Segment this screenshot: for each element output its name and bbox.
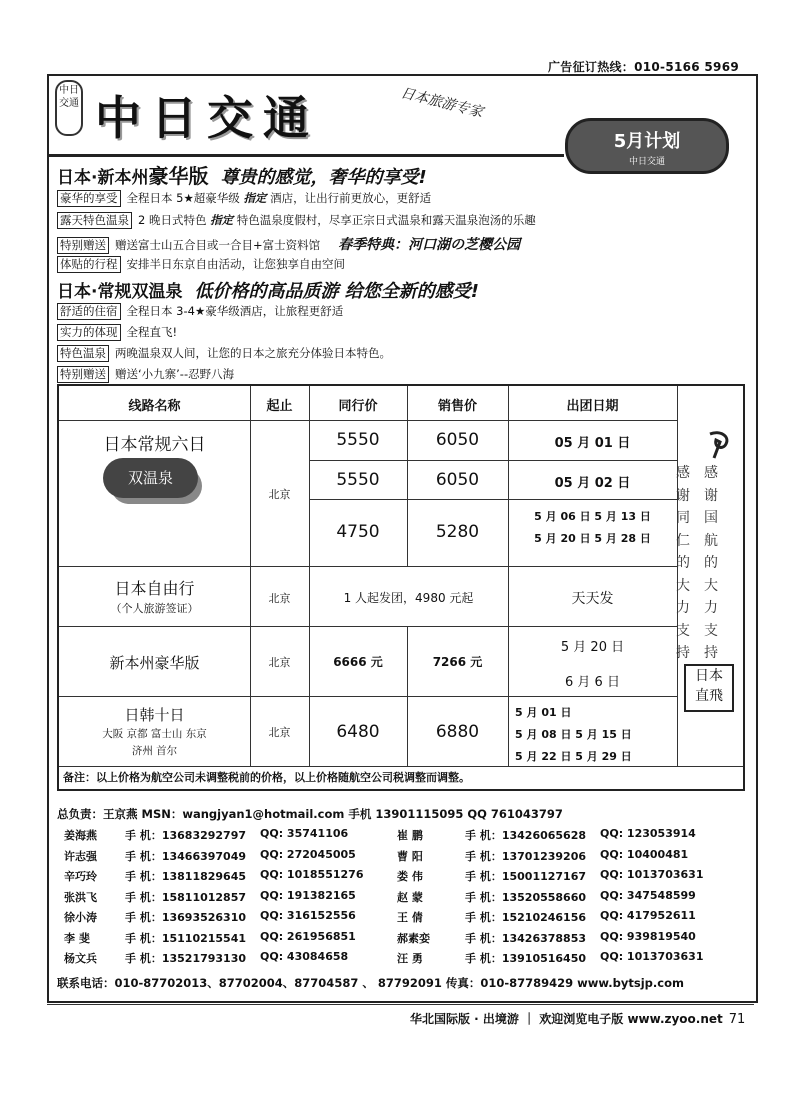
- contact-qq: QQ: 272045005: [260, 847, 356, 861]
- contact-qq: QQ: 35741106: [260, 827, 349, 840]
- section2-row: [57, 303, 343, 320]
- contact-phone: 手 机：15001127167: [465, 870, 587, 883]
- thanks-air-china: 感谢国航的大力支持: [704, 465, 718, 661]
- section1-title-big: 豪华版: [148, 164, 209, 188]
- contact-qq: QQ: 1018551276: [260, 868, 364, 881]
- brand-slogan: 日本旅游专家: [399, 85, 485, 121]
- departure-date: 5 月 06 日 5 月 13 日: [534, 510, 651, 523]
- departure-date: 6 月 6 日: [565, 675, 620, 690]
- section2-row: [57, 324, 177, 341]
- route-cities: 大阪 京都 富士山 东京: [102, 728, 207, 740]
- feature-text: 两晚温泉双人间，让您的日本之旅充分体验日本特色。: [115, 346, 391, 360]
- contact-phone: 手 机：13520558660: [465, 890, 587, 904]
- feature-text: 赠送富士山五合目或一合目+富士资料馆: [115, 238, 321, 252]
- contact-phone: 手 机：13693526310: [125, 911, 247, 924]
- feature-tag: 体贴的行程: [57, 256, 121, 273]
- contact-name: 辛巧玲: [64, 870, 97, 883]
- price-note-footer: 备注：以上价格为航空公司未调整税前的价格，以上价格随航空公司税调整而调整。: [63, 771, 470, 784]
- contact-phone: 手 机：15811012857: [125, 890, 247, 904]
- section1-title: [57, 160, 427, 189]
- departure-date: 05 月 01 日: [554, 436, 631, 451]
- contact-phone: 手 机：13811829645: [125, 870, 247, 883]
- contact-name: 王 倩: [397, 911, 423, 924]
- departure-date: 5 月 01 日: [515, 706, 572, 719]
- route-sub: （个人旅游签证）: [110, 602, 199, 615]
- route-name: 新本州豪华版: [109, 654, 200, 672]
- contact-name: 杨文兵: [64, 952, 97, 965]
- contact-qq: QQ: 417952611: [600, 909, 696, 922]
- route-city: 北京: [268, 488, 291, 501]
- contact-phone: 手 机：13701239206: [465, 849, 587, 863]
- plan-sign-title: 5月计划: [613, 131, 681, 152]
- price-table: [57, 384, 745, 791]
- thanks-colleagues: 感谢同仁的大力支持: [676, 465, 690, 661]
- plan-sign-sub: 中日交通: [628, 157, 665, 167]
- table-rule: [59, 766, 743, 767]
- contact-qq: QQ: 1013703631: [600, 868, 704, 881]
- peer-price: 6480: [336, 722, 380, 742]
- contact-name: 张洪飞: [64, 890, 97, 904]
- contact-qq: QQ: 123053914: [600, 827, 696, 840]
- route-name: 日本自由行: [114, 579, 195, 598]
- header-city: 起止: [266, 399, 293, 414]
- contact-phone: 手 机：15110215541: [125, 931, 247, 945]
- feature-text: 酒店，让出行前更放心，更舒适: [266, 191, 432, 205]
- contact-phone: 手 机：13910516450: [465, 952, 587, 965]
- plan-sign: [565, 118, 729, 174]
- peer-price: 6666 元: [333, 655, 383, 669]
- section1-row: [57, 190, 431, 207]
- brand-seal: 中日交通: [55, 80, 83, 136]
- feature-text: 全程日本 3-4★豪华级酒店，让旅程更舒适: [126, 304, 344, 318]
- peer-price: 5550: [336, 430, 380, 450]
- contact-qq: QQ: 347548599: [600, 888, 696, 902]
- sale-price: 7266 元: [432, 655, 483, 669]
- header-peer-price: 同行价: [338, 399, 378, 414]
- contact-qq: QQ: 191382165: [260, 888, 356, 902]
- header-route: 线路名称: [128, 399, 181, 414]
- contact-name: 许志强: [64, 849, 97, 863]
- contact-name: 郝素娈: [397, 931, 430, 945]
- feature-tag: 舒适的住宿: [57, 303, 121, 320]
- thanks-sidebar: [676, 430, 738, 690]
- contact-name: 曹 阳: [397, 849, 423, 863]
- stamp-text: 日本直飛: [695, 668, 723, 704]
- section2-row: [57, 366, 234, 383]
- section1-row: [57, 212, 536, 229]
- feature-text: 特色温泉度假村，尽享正宗日式温泉和露天温泉泡汤的乐趣: [233, 213, 536, 227]
- contact-qq: QQ: 43084658: [260, 950, 349, 963]
- contact-name: 汪 勇: [397, 952, 423, 965]
- table-rule: [59, 696, 677, 697]
- ad-hotline: 广告征订热线：010-5166 5969: [548, 60, 740, 74]
- section2-row: [57, 345, 391, 362]
- contact-qq: QQ: 10400481: [600, 847, 689, 861]
- feature-text: 安排半日东京自由活动，让您独享自由空间: [126, 257, 345, 271]
- sale-price: 6050: [435, 470, 480, 490]
- route-name: 日本常规六日: [103, 435, 206, 455]
- header-rule: [49, 154, 564, 157]
- feature-emphasis: 指定: [243, 191, 267, 205]
- contact-phone: 手 机：13466397049: [125, 849, 247, 863]
- contact-qq: QQ: 261956851: [260, 929, 356, 943]
- feature-text: 全程直飞!: [126, 325, 178, 339]
- page-number: 71: [728, 1012, 746, 1027]
- peer-price: 4750: [336, 522, 380, 542]
- route-name: 日韩十日: [124, 706, 185, 724]
- departure-date: 05 月 02 日: [554, 476, 631, 491]
- feature-text: 全程日本 5★超豪华级: [126, 191, 244, 205]
- feature-emphasis: 指定: [210, 213, 234, 227]
- feature-tag: 特色温泉: [57, 345, 109, 362]
- departure-date: 5 月 20 日 5 月 28 日: [534, 532, 651, 545]
- sale-price: 6880: [435, 722, 480, 742]
- section1-title-sub: 尊贵的感觉，奢华的享受!: [220, 167, 427, 188]
- section1-title-a: 日本·新本州: [57, 168, 149, 188]
- hot-spring-badge: 双温泉: [103, 458, 198, 498]
- price-note: 1 人起发团，4980 元起: [343, 591, 474, 605]
- header-sale-price: 销售价: [437, 399, 477, 414]
- page-footer: [410, 1010, 745, 1027]
- contact-name: 赵 蒙: [397, 890, 423, 904]
- feature-tag: 露天特色温泉: [57, 212, 132, 229]
- sale-price: 6050: [435, 430, 480, 450]
- contact-phone: 手 机：15210246156: [465, 911, 587, 924]
- feature-tag: 特别赠送: [57, 366, 109, 383]
- table-rule: [250, 386, 251, 766]
- footer-rule: [47, 1004, 754, 1005]
- section1-row: [57, 234, 520, 254]
- header-dates: 出团日期: [566, 399, 619, 414]
- contact-phone: 手 机：13426065628: [465, 829, 587, 842]
- feature-tag: 特别赠送: [57, 237, 109, 254]
- feature-tag: 豪华的享受: [57, 190, 121, 207]
- departure-date: 天天发: [571, 591, 614, 607]
- brand-title: 中日交通: [95, 91, 319, 145]
- table-rule: [59, 566, 677, 567]
- contact-name: 娄 伟: [397, 870, 423, 883]
- table-rule: [309, 460, 677, 461]
- departure-date: 5 月 20 日: [560, 640, 625, 655]
- contact-name: 李 斐: [64, 931, 90, 945]
- table-rule: [309, 499, 677, 500]
- table-rule: [59, 626, 677, 627]
- contact-name: 崔 鹏: [397, 829, 423, 842]
- section2-title: [57, 277, 479, 303]
- feature-text: 2 晚日式特色: [138, 213, 211, 227]
- route-city: 北京: [268, 656, 291, 669]
- peer-price: 5550: [336, 470, 380, 490]
- contact-phone: 手 机：13521793130: [125, 952, 247, 965]
- departure-date: 5 月 08 日 5 月 15 日: [515, 728, 632, 741]
- footer-text: 华北国际版 · 出境游 ｜ 欢迎浏览电子版 www.zyoo.net: [410, 1012, 723, 1026]
- section2-title-sub: 低价格的高品质游 给您全新的感受!: [194, 281, 479, 302]
- contact-head: 总负责：王京燕 MSN：wangjyan1@hotmail.com 手机 13901115095 QQ 761043797: [57, 807, 563, 821]
- contact-phone: 手 机：13426378853: [465, 931, 587, 945]
- route-city: 北京: [268, 726, 291, 739]
- feature-tag: 实力的体现: [57, 324, 121, 341]
- feature-text: 赠送‘小九寨’--忍野八海: [115, 367, 235, 381]
- table-rule: [59, 420, 677, 421]
- contact-footer: 联系电话：010-87702013、87702004、87704587 、 87792091 传真：010-87789429 www.bytsjp.com: [57, 976, 684, 990]
- departure-date: 5 月 22 日 5 月 29 日: [515, 750, 632, 763]
- contact-qq: QQ: 939819540: [600, 929, 696, 943]
- contact-qq: QQ: 316152556: [260, 909, 356, 922]
- sale-price: 5280: [435, 522, 480, 542]
- spring-promo: 春季特典：河口湖の芝樱公园: [338, 237, 521, 253]
- route-cities: 济州 首尔: [131, 745, 178, 757]
- route-city: 北京: [268, 592, 291, 605]
- section1-row: [57, 256, 345, 273]
- direct-flight-stamp: [684, 664, 734, 712]
- contact-qq: QQ: 1013703631: [600, 950, 704, 963]
- contact-name: 姜海燕: [64, 829, 97, 842]
- contact-name: 徐小涛: [64, 911, 97, 924]
- contact-phone: 手 机：13683292797: [125, 829, 247, 842]
- section2-title-a: 日本·常规双温泉: [57, 282, 183, 302]
